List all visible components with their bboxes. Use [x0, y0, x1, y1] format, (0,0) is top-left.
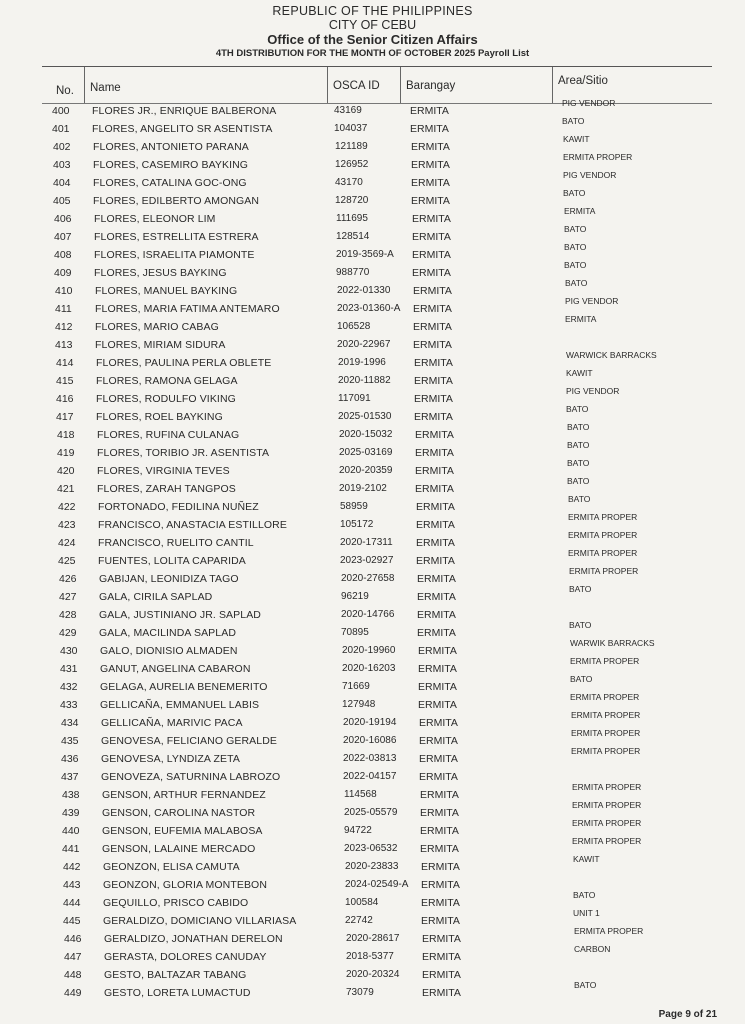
row-barangay: ERMITA: [415, 447, 454, 459]
row-barangay: ERMITA: [410, 123, 449, 135]
row-barangay: ERMITA: [411, 159, 450, 171]
row-number: 440: [62, 825, 80, 837]
table-row: [2, 242, 745, 264]
row-barangay: ERMITA: [420, 789, 459, 801]
table-row: [2, 260, 745, 282]
row-osca-id: 2022-01330: [337, 285, 391, 296]
row-name: FLORES, CASEMIRO BAYKING: [93, 159, 249, 171]
row-name: GALA, MACILINDA SAPLAD: [99, 627, 236, 639]
row-name: FLORES, ROEL BAYKING: [96, 411, 223, 423]
row-name: GEONZON, GLORIA MONTEBON: [103, 879, 268, 891]
header-payroll-title: 4TH DISTRIBUTION FOR THE MONTH OF OCTOBER 2025 Payroll List: [215, 48, 530, 59]
col-no-header: No.: [56, 85, 74, 97]
row-number: 410: [55, 285, 73, 297]
row-name: GANUT, ANGELINA CABARON: [100, 663, 251, 675]
row-osca-id: 2020-17311: [340, 537, 393, 548]
row-number: 447: [64, 951, 82, 963]
row-name: FLORES, TORIBIO JR. ASENTISTA: [97, 447, 270, 459]
table-row: [0, 116, 745, 138]
row-barangay: ERMITA: [418, 699, 457, 711]
row-name: FLORES, MANUEL BAYKING: [95, 285, 238, 297]
row-area: BATO: [565, 278, 588, 288]
row-osca-id: 70895: [341, 627, 369, 638]
table-row: [4, 386, 745, 408]
row-barangay: ERMITA: [419, 753, 458, 765]
col-osca-header: OSCA ID: [327, 67, 400, 103]
row-osca-id: 114568: [344, 789, 377, 800]
row-barangay: ERMITA: [421, 879, 460, 891]
row-osca-id: 2018-5377: [346, 951, 394, 962]
row-number: 429: [59, 627, 77, 639]
row-barangay: ERMITA: [422, 969, 461, 981]
row-number: 420: [57, 465, 75, 477]
table-row: [7, 584, 745, 606]
row-osca-id: 2020-20359: [339, 465, 393, 476]
table-row: [2, 224, 745, 246]
row-number: 449: [64, 987, 82, 999]
row-number: 423: [58, 519, 76, 531]
row-area: BATO: [567, 476, 590, 486]
row-osca-id: 2020-22967: [337, 339, 391, 350]
row-area: UNIT 1: [573, 908, 600, 918]
row-osca-id: 43169: [334, 105, 362, 116]
row-number: 425: [58, 555, 76, 567]
row-area: BATO: [567, 440, 590, 450]
row-number: 437: [61, 771, 79, 783]
row-barangay: ERMITA: [417, 627, 456, 639]
row-name: FORTONADO, FEDILINA NUÑEZ: [98, 501, 259, 513]
row-osca-id: 2020-14766: [341, 609, 395, 620]
row-osca-id: 71669: [342, 681, 370, 692]
row-number: 407: [54, 231, 72, 243]
row-number: 401: [52, 123, 70, 135]
row-barangay: ERMITA: [416, 501, 455, 513]
row-area: WARWIK BARRACKS: [570, 638, 655, 648]
row-area: BATO: [563, 188, 586, 198]
row-name: GESTO, BALTAZAR TABANG: [104, 969, 247, 981]
row-area: ERMITA PROPER: [570, 656, 640, 666]
row-name: FLORES, VIRGINIA TEVES: [97, 465, 230, 477]
row-name: FRANCISCO, ANASTACIA ESTILLORE: [98, 519, 287, 531]
row-area: BATO: [562, 116, 585, 126]
row-name: GELLICAÑA, EMMANUEL LABIS: [100, 699, 260, 711]
document-header: [0, 4, 745, 60]
row-number: 416: [56, 393, 74, 405]
row-osca-id: 105172: [340, 519, 374, 530]
row-osca-id: 58959: [340, 501, 368, 512]
row-area: PIG VENDOR: [563, 170, 617, 180]
row-name: FLORES, MARIA FATIMA ANTEMARO: [95, 303, 280, 315]
table-row: [4, 350, 745, 372]
table-row: [4, 368, 745, 390]
header-office: Office of the Senior Citizen Affairs: [267, 32, 478, 47]
row-name: FLORES, ISRAELITA PIAMONTE: [94, 249, 255, 261]
row-number: 442: [63, 861, 81, 873]
row-name: FLORES, ANTONIETO PARANA: [93, 141, 249, 153]
row-area: ERMITA PROPER: [568, 548, 638, 558]
row-osca-id: 106528: [337, 321, 371, 332]
row-osca-id: 104037: [334, 123, 368, 134]
table-row: [0, 98, 745, 120]
row-number: 412: [55, 321, 73, 333]
row-name: FLORES, RAMONA GELAGA: [96, 375, 238, 387]
row-name: FLORES, RODULFO VIKING: [96, 393, 236, 405]
row-barangay: ERMITA: [414, 375, 453, 387]
row-number: 445: [63, 915, 81, 927]
row-barangay: ERMITA: [413, 321, 452, 333]
row-barangay: ERMITA: [417, 591, 456, 603]
row-barangay: ERMITA: [414, 411, 453, 423]
row-number: 444: [63, 897, 81, 909]
row-area: ERMITA PROPER: [570, 692, 640, 702]
row-osca-id: 2023-06532: [344, 843, 398, 854]
row-osca-id: 73079: [346, 987, 374, 998]
row-area: BATO: [569, 620, 592, 630]
row-number: 443: [63, 879, 81, 891]
row-area: PIG VENDOR: [566, 386, 620, 396]
row-osca-id: 2025-01530: [338, 411, 392, 422]
row-barangay: ERMITA: [421, 915, 460, 927]
row-name: GELAGA, AURELIA BENEMERITO: [100, 681, 268, 693]
row-number: 436: [61, 753, 79, 765]
row-area: BATO: [573, 890, 596, 900]
table-row: [12, 926, 745, 948]
row-name: FLORES, CATALINA GOC-ONG: [93, 177, 247, 189]
table-row: [2, 206, 745, 228]
row-number: 438: [62, 789, 80, 801]
row-name: FRANCISCO, RUELITO CANTIL: [98, 537, 254, 549]
row-number: 428: [59, 609, 77, 621]
row-osca-id: 117091: [338, 393, 371, 404]
row-barangay: ERMITA: [416, 555, 455, 567]
row-barangay: ERMITA: [420, 843, 459, 855]
row-barangay: ERMITA: [415, 465, 454, 477]
row-area: BATO: [568, 494, 591, 504]
row-osca-id: 128720: [335, 195, 369, 206]
table-row: [3, 314, 745, 336]
row-number: 419: [57, 447, 75, 459]
row-area: BATO: [564, 224, 587, 234]
row-osca-id: 22742: [345, 915, 373, 926]
row-barangay: ERMITA: [412, 249, 451, 261]
row-area: ERMITA PROPER: [571, 728, 641, 738]
row-number: 422: [58, 501, 76, 513]
row-osca-id: 2020-23833: [345, 861, 399, 872]
header-republic: REPUBLIC OF THE PHILIPPINES: [272, 4, 473, 18]
row-barangay: ERMITA: [411, 177, 450, 189]
row-name: GENOVEZA, SATURNINA LABROZO: [101, 771, 281, 783]
row-number: 418: [57, 429, 75, 441]
table-row: [12, 980, 745, 1002]
row-osca-id: 2025-05579: [344, 807, 398, 818]
row-barangay: ERMITA: [415, 483, 454, 495]
table-row: [8, 656, 745, 678]
row-name: FLORES, PAULINA PERLA OBLETE: [96, 357, 272, 369]
row-name: GEONZON, ELISA CAMUTA: [103, 861, 240, 873]
row-area: WARWICK BARRACKS: [566, 350, 657, 360]
col-name-header: Name: [84, 67, 327, 103]
row-name: GERALDIZO, DOMICIANO VILLARIASA: [103, 915, 297, 927]
row-number: 408: [54, 249, 72, 261]
row-number: 431: [60, 663, 78, 675]
row-name: GERASTA, DOLORES CANUDAY: [104, 951, 267, 963]
row-osca-id: 96219: [341, 591, 369, 602]
row-name: FLORES, RUFINA CULANAG: [97, 429, 240, 441]
row-area: KAWIT: [566, 368, 593, 378]
row-area: ERMITA PROPER: [571, 746, 641, 756]
row-number: 406: [54, 213, 72, 225]
row-name: GENOVESA, FELICIANO GERALDE: [101, 735, 277, 747]
row-osca-id: 2020-16203: [342, 663, 396, 674]
row-area: ERMITA PROPER: [568, 512, 638, 522]
table-row: [11, 876, 745, 894]
row-barangay: ERMITA: [413, 339, 452, 351]
row-area: BATO: [570, 674, 593, 684]
row-name: GALA, JUSTINIANO JR. SAPLAD: [99, 609, 261, 621]
header-city: CITY OF CEBU: [328, 18, 417, 32]
row-osca-id: 2019-3569-A: [336, 249, 394, 260]
row-barangay: ERMITA: [417, 573, 456, 585]
row-area: BATO: [569, 584, 592, 594]
table-row: [1, 188, 745, 210]
row-area: BATO: [564, 260, 587, 270]
col-area-header: Area/Sitio: [552, 67, 712, 103]
row-number: 430: [60, 645, 78, 657]
row-area: KAWIT: [563, 134, 590, 144]
row-area: ERMITA: [565, 314, 597, 324]
table-row: [7, 606, 745, 624]
row-barangay: ERMITA: [419, 771, 458, 783]
row-barangay: ERMITA: [413, 303, 452, 315]
row-area: ERMITA PROPER: [572, 800, 642, 810]
row-number: 421: [57, 483, 75, 495]
row-name: FLORES JR., ENRIQUE BALBERONA: [92, 105, 277, 117]
row-osca-id: 2020-15032: [339, 429, 393, 440]
row-name: GEQUILLO, PRISCO CABIDO: [103, 897, 249, 909]
row-name: FLORES, MARIO CABAG: [95, 321, 219, 333]
row-barangay: ERMITA: [421, 861, 460, 873]
row-area: PIG VENDOR: [562, 98, 616, 108]
row-name: GALA, CIRILA SAPLAD: [99, 591, 213, 603]
row-number: 405: [53, 195, 71, 207]
row-name: FLORES, ELEONOR LIM: [94, 213, 216, 225]
row-number: 417: [56, 411, 74, 423]
row-area: ERMITA PROPER: [569, 566, 639, 576]
table-row: [5, 440, 745, 462]
row-area: ERMITA PROPER: [571, 710, 641, 720]
row-number: 446: [64, 933, 82, 945]
row-number: 404: [53, 177, 71, 189]
table-row: [1, 170, 745, 192]
row-area: PIG VENDOR: [565, 296, 619, 306]
row-barangay: ERMITA: [415, 429, 454, 441]
row-osca-id: 2019-1996: [338, 357, 386, 368]
row-barangay: ERMITA: [419, 735, 458, 747]
row-osca-id: 127948: [342, 699, 376, 710]
row-name: FLORES, EDILBERTO AMONGAN: [93, 195, 260, 207]
row-barangay: ERMITA: [418, 663, 457, 675]
table-row: [9, 746, 745, 768]
row-name: GENSON, CAROLINA NASTOR: [102, 807, 256, 819]
row-barangay: ERMITA: [414, 357, 453, 369]
row-osca-id: 2023-02927: [340, 555, 394, 566]
row-name: GERALDIZO, JONATHAN DERELON: [104, 933, 283, 945]
row-barangay: ERMITA: [421, 897, 460, 909]
row-osca-id: 988770: [336, 267, 370, 278]
table-row: [4, 404, 745, 426]
row-name: FLORES, MIRIAM SIDURA: [95, 339, 226, 351]
row-barangay: ERMITA: [420, 825, 459, 837]
row-area: ERMITA PROPER: [572, 836, 642, 846]
row-number: 414: [56, 357, 74, 369]
row-barangay: ERMITA: [410, 105, 449, 117]
table-row: [7, 566, 745, 588]
row-osca-id: 100584: [345, 897, 379, 908]
table-row: [11, 890, 745, 912]
row-barangay: ERMITA: [419, 717, 458, 729]
row-area: BATO: [564, 242, 587, 252]
row-barangay: ERMITA: [418, 645, 457, 657]
row-osca-id: 2020-16086: [343, 735, 397, 746]
row-name: GALO, DIONISIO ALMADEN: [100, 645, 238, 657]
row-osca-id: 2022-04157: [343, 771, 397, 782]
row-barangay: ERMITA: [422, 933, 461, 945]
row-osca-id: 2024-02549-A: [345, 879, 409, 890]
page-number: Page 9 of 21: [658, 1009, 717, 1020]
row-osca-id: 2025-03169: [339, 447, 393, 458]
row-barangay: ERMITA: [422, 951, 461, 963]
row-number: 400: [52, 105, 70, 117]
row-osca-id: 94722: [344, 825, 372, 836]
row-area: KAWIT: [573, 854, 600, 864]
row-number: 434: [61, 717, 79, 729]
row-number: 433: [60, 699, 78, 711]
row-name: FLORES, ZARAH TANGPOS: [97, 483, 236, 495]
row-name: FLORES, JESUS BAYKING: [94, 267, 227, 279]
payroll-table-body: [0, 98, 745, 1002]
table-row: [10, 836, 745, 858]
table-row: [1, 152, 745, 174]
row-name: GESTO, LORETA LUMACTUD: [104, 987, 251, 999]
row-osca-id: 2020-19960: [342, 645, 396, 656]
row-osca-id: 2020-11882: [338, 375, 391, 386]
row-number: 441: [62, 843, 80, 855]
row-barangay: ERMITA: [416, 537, 455, 549]
row-osca-id: 2020-20324: [346, 969, 400, 980]
row-number: 435: [61, 735, 79, 747]
row-barangay: ERMITA: [413, 285, 452, 297]
table-row: [5, 476, 745, 498]
table-row: [12, 966, 745, 984]
row-name: GENOVESA, LYNDIZA ZETA: [101, 753, 240, 765]
row-area: ERMITA: [564, 206, 596, 216]
row-area: ERMITA PROPER: [572, 782, 642, 792]
table-row: [5, 458, 745, 480]
row-number: 409: [54, 267, 72, 279]
row-osca-id: 2020-27658: [341, 573, 395, 584]
row-barangay: ERMITA: [412, 213, 451, 225]
row-area: ERMITA PROPER: [574, 926, 644, 936]
row-name: FUENTES, LOLITA CAPARIDA: [98, 555, 246, 567]
row-barangay: ERMITA: [412, 231, 451, 243]
row-area: BATO: [566, 404, 589, 414]
row-number: 426: [59, 573, 77, 585]
row-area: ERMITA PROPER: [568, 530, 638, 540]
row-osca-id: 126952: [335, 159, 369, 170]
row-osca-id: 2022-03813: [343, 753, 397, 764]
row-barangay: ERMITA: [414, 393, 453, 405]
row-area: ERMITA PROPER: [563, 152, 633, 162]
row-area: CARBON: [574, 944, 611, 954]
table-row: [12, 944, 745, 966]
row-number: 439: [62, 807, 80, 819]
row-number: 448: [64, 969, 82, 981]
row-name: FLORES, ESTRELLITA ESTRERA: [94, 231, 259, 243]
row-barangay: ERMITA: [418, 681, 457, 693]
table-row: [5, 422, 745, 444]
row-number: 424: [58, 537, 76, 549]
row-number: 411: [55, 303, 72, 315]
table-row: [1, 134, 745, 156]
row-name: GENSON, EUFEMIA MALABOSA: [102, 825, 263, 837]
table-row: [11, 854, 745, 876]
row-number: 427: [59, 591, 77, 603]
row-barangay: ERMITA: [420, 807, 459, 819]
row-area: BATO: [567, 422, 590, 432]
row-barangay: ERMITA: [416, 519, 455, 531]
row-name: GENSON, LALAINE MERCADO: [102, 843, 256, 855]
row-area: BATO: [574, 980, 597, 990]
row-number: 403: [53, 159, 71, 171]
row-area: ERMITA PROPER: [572, 818, 642, 828]
row-barangay: ERMITA: [411, 141, 450, 153]
row-osca-id: 121189: [335, 141, 368, 152]
row-osca-id: 2023-01360-A: [337, 303, 401, 314]
row-number: 415: [56, 375, 74, 387]
table-row: [3, 296, 745, 318]
row-barangay: ERMITA: [417, 609, 456, 621]
row-osca-id: 128514: [336, 231, 370, 242]
row-osca-id: 111695: [336, 213, 368, 224]
row-osca-id: 2020-19194: [343, 717, 397, 728]
row-name: GABIJAN, LEONIDIZA TAGO: [99, 573, 239, 585]
row-name: FLORES, ANGELITO SR ASENTISTA: [92, 123, 273, 135]
row-name: GELLICAÑA, MARIVIC PACA: [101, 717, 243, 729]
row-barangay: ERMITA: [412, 267, 451, 279]
col-barangay-header: Barangay: [400, 67, 552, 103]
table-row: [3, 278, 745, 300]
row-number: 413: [55, 339, 73, 351]
row-area: BATO: [567, 458, 590, 468]
row-barangay: ERMITA: [422, 987, 461, 999]
row-number: 432: [60, 681, 78, 693]
row-osca-id: 2020-28617: [346, 933, 400, 944]
row-number: 402: [53, 141, 71, 153]
row-barangay: ERMITA: [411, 195, 450, 207]
row-osca-id: 2019-2102: [339, 483, 387, 494]
row-name: GENSON, ARTHUR FERNANDEZ: [102, 789, 266, 801]
row-osca-id: 43170: [335, 177, 363, 188]
